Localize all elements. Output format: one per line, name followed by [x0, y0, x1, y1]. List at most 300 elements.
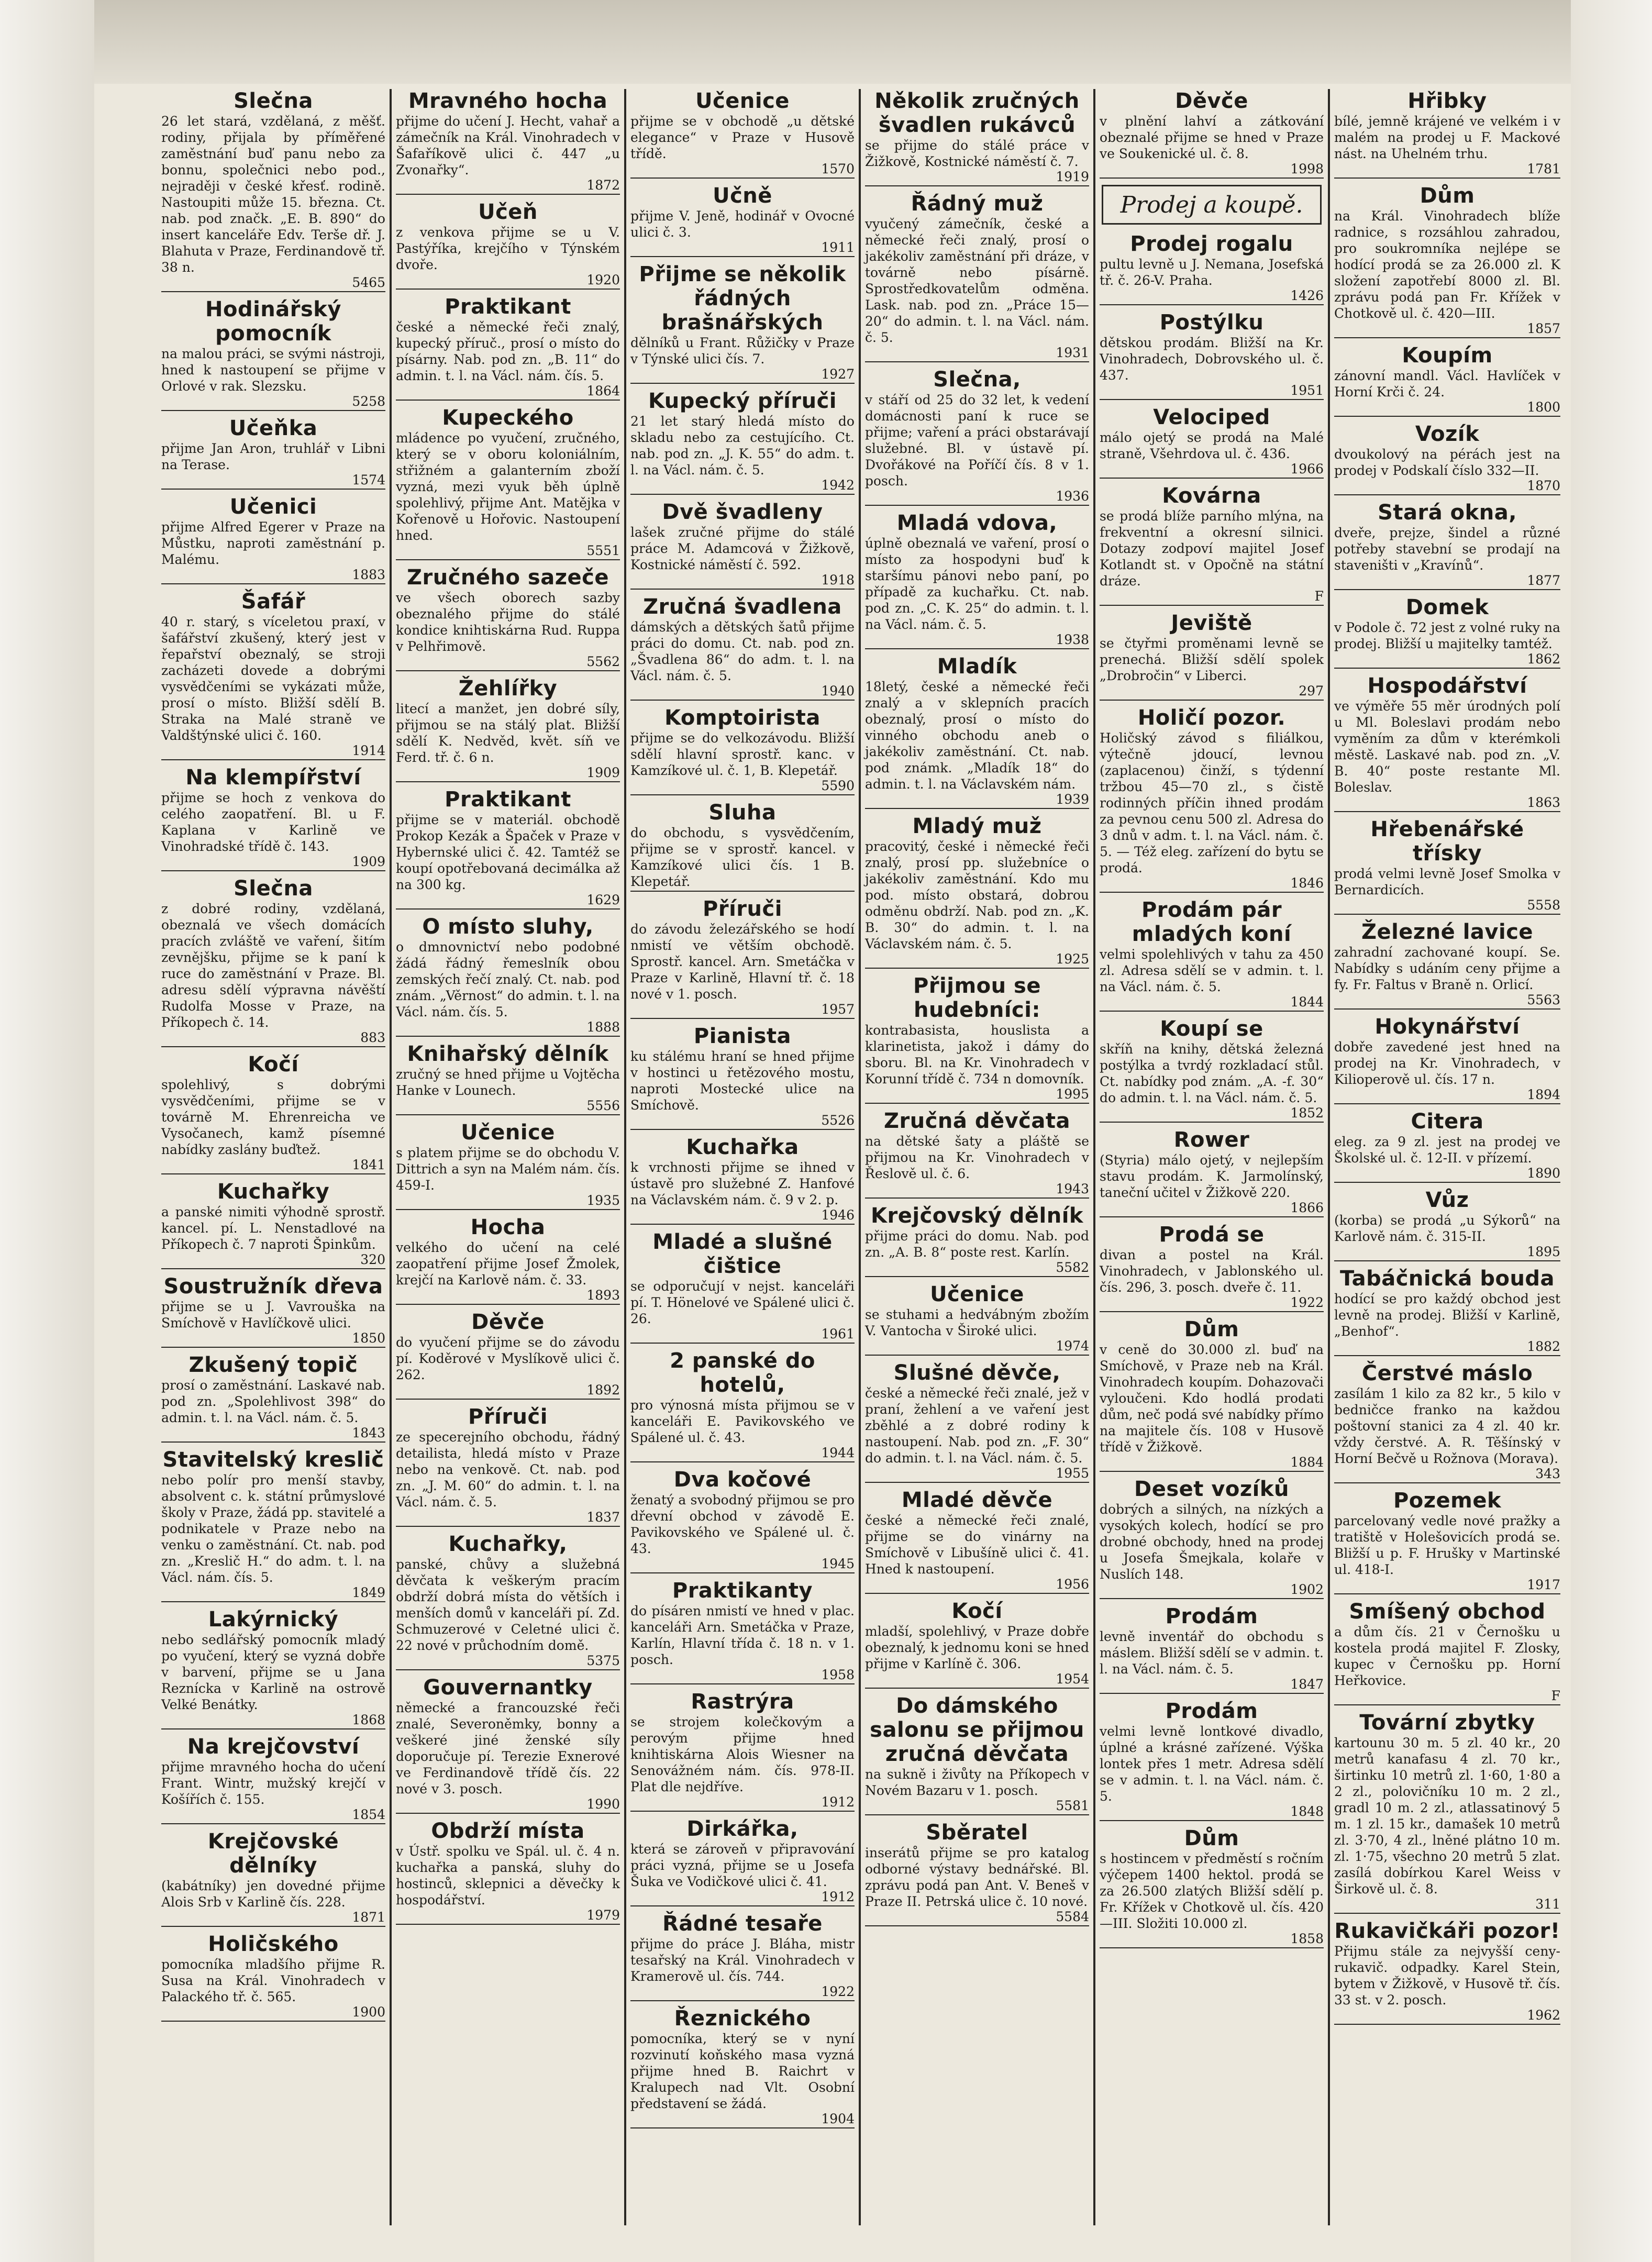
ad-text: lašek zručné přijme do stálé práce M. Adamcová v Žižkově, Kostnické náměstí č. 592. — [630, 525, 855, 572]
ad-text: prosí o zaměstnání. Laskavé nab. pod zn. „Spolehlivost 398“ do admin. t. l. na Václ. nám. č. 5. — [161, 1378, 385, 1425]
classified-ad — [630, 2006, 855, 2128]
ad-title: Obdrží místa — [431, 1819, 585, 1843]
ad-text: z dobré rodiny, vzdělaná, obeznalá ve všech domácích pracích zvláště ve vaření, šitím zevnějšku, přijme se k paní k ruce do zaměstnání v Praze. Bl. adresu sdělí výpravna návěští Rudolfa Mosse v Praze, na Příkopech č. 14. — [161, 901, 385, 1030]
ad-text: Přijmu stále za nejvyšší ceny-rukavič. odpadky. Karel Stein, bytem v Žižkově, v Husově tř. čís. 33 st. v 2. posch. — [1334, 1944, 1560, 2008]
ad-title: Mladé a slušné čištice — [652, 1230, 833, 1278]
ad-title: Zručná švadlena — [643, 595, 842, 619]
ad-title: Na klempířství — [185, 766, 361, 790]
ad-number: 1938 — [865, 633, 1089, 649]
ad-text: prodá velmi levně Josef Smolka v Bernardicích. — [1334, 866, 1560, 897]
ad-number: 1892 — [396, 1383, 620, 1400]
ad-text: inserátů přijme se pro katalog odborné výstavy bednářské. Bl. zprávu podá pan Ant. V. Beneš v Praze II. Petrská ulice č. 10 nové. — [865, 1845, 1089, 1909]
ad-text: ze specerejního obchodu, řádný detailista, hledá místo v Praze nebo na venkově. Ct. nab. pod zn. „J. M. 60“ do admin. t. l. na Václ. nám. č. 5. — [396, 1429, 620, 1510]
ad-number: 1864 — [396, 384, 620, 401]
ad-text: české a německé řeči znalé, přijme se do vinárny na Smíchově v Libušíně ulici č. 41. Hned k nastoupení. — [865, 1513, 1089, 1577]
ad-number: 1912 — [630, 1890, 855, 1906]
classified-ad — [630, 500, 855, 590]
ad-text: (kabátníky) jen dovedné přijme Alois Srb v Karlině čís. 228. — [161, 1878, 385, 1910]
ad-text: v ceně do 30.000 zl. buď na Smíchově, v Praze neb na Král. Vinohradech koupím. Dohazovači vyloučeni. Kdo hodlá prodati dům, neč podá své nabídky přímo na majitele čís. 108 v Husově třídě v Žižkově. — [1100, 1342, 1324, 1455]
ad-title: Dům — [1184, 1317, 1239, 1341]
ad-number: 1957 — [630, 1002, 855, 1019]
ad-text: nebo polír pro menší stavby, absolvent c. k. státní průmyslové školy v Praze, žádá pp. stavitelé a podnikatele v Praze nebo na venku o zaměstnání. Ct. nab. pod zn. „Kreslič H.“ do adm. t. l. na Václ. nám. čís. 5. — [161, 1472, 385, 1585]
classified-ad — [396, 1121, 620, 1210]
ad-number: 5584 — [865, 1910, 1089, 1926]
ad-text: zručný se hned přijme u Vojtěcha Hanke v Lounech. — [396, 1067, 620, 1098]
classified-ad — [396, 1310, 620, 1400]
classified-ad — [1100, 484, 1324, 606]
classified-ad — [630, 1230, 855, 1344]
ad-number: 1962 — [1334, 2008, 1560, 2025]
classified-ad — [630, 706, 855, 795]
ad-title: Vůz — [1425, 1188, 1469, 1212]
ad-number: 1863 — [1334, 795, 1560, 812]
ad-text: přijme Alfred Egerer v Praze na Můstku, naproti zaměstnání p. Malému. — [161, 519, 385, 567]
classified-ad — [865, 1599, 1089, 1689]
classified-ad — [1334, 1711, 1560, 1914]
ad-title: Smíšený obchod — [1349, 1600, 1546, 1624]
ad-number: 1945 — [630, 1557, 855, 1573]
ad-title: Zručného sazeče — [407, 566, 609, 590]
ad-number: 1902 — [1100, 1582, 1324, 1599]
column-4 — [861, 89, 1095, 2225]
column-1 — [157, 89, 392, 2225]
ad-text: dětskou prodám. Bližší na Kr. Vinohradech, Dobrovského ul. č. 437. — [1100, 335, 1324, 383]
ad-title: Stará okna, — [1378, 501, 1517, 525]
ad-title: Prodám pár mladých koní — [1132, 898, 1292, 946]
ad-text: přijme se v obchodě „u dětské elegance“ v Praze v Husově třídě. — [630, 114, 855, 161]
ad-number: 1841 — [161, 1158, 385, 1174]
classified-ad — [1334, 1489, 1560, 1594]
ad-text: dělníků u Frant. Růžičky v Praze v Týnské ulici čís. 7. — [630, 335, 855, 367]
classified-ad — [1334, 343, 1560, 417]
classified-ad — [1334, 817, 1560, 915]
classified-ad — [1100, 706, 1324, 893]
ad-title: Kupeckého — [442, 406, 574, 430]
ad-title: Šafář — [241, 590, 306, 614]
ad-title: Dirkářka, — [686, 1817, 799, 1841]
classified-ad — [396, 677, 620, 782]
ad-number: 1846 — [1100, 876, 1324, 893]
ad-text: přijme se u J. Vavrouška na Smíchově v Havlíčkově ulici. — [161, 1299, 385, 1330]
ad-text: kartounu 30 m. 5 zl. 40 kr., 20 metrů kanafasu 4 zl. 70 kr., širtinku 10 metrů zl. 1·60, 1·80 a 2 zl., polovičníku 10 m. 2 zl., gradl 10 m. 2 zl., atlassatinový 5 m. 1 zl. 15 kr., damašek 10 metrů zl. 3·70, 4 zl., lněné plátno 10 m. zl. 1·75, všechno 20 metrů 5 zlat. zasílá dobírkou Karel Weiss v Širkově ul. č. 8. — [1334, 1735, 1560, 1897]
ad-number: 1862 — [1334, 652, 1560, 669]
ad-number: 1570 — [630, 162, 855, 179]
ad-text: Holičský závod s filiálkou, výtečně jdoucí, levnou (zaplacenou) činží, s týdenní tržbou 45—70 zl., s čistě rodinných příčin ihned prodám za pevnou cenu 500 zl. Adresa do 3 dnů v adm. t. l. na Václ. nám. č. 5. — Též eleg. zařízení do bytu se prodá. — [1100, 730, 1324, 875]
ad-text: se prodá blíže parního mlýna, na frekventní a okresní silnici. Dotazy zodpoví majitel Josef Kotlandt st. v Opočně na státní dráze. — [1100, 508, 1324, 589]
classified-ad — [865, 1282, 1089, 1356]
ad-text: do obchodu, s vysvědčením, přijme se v sprostř. kancel. v Kamzíkové ulici čís. 1 B. Klepetář. — [630, 825, 855, 889]
classified-ad — [630, 1468, 855, 1573]
ad-number: 1837 — [396, 1510, 620, 1527]
ad-text: do vyučení přijme se do závodu pí. Koděrové v Myslíkově ulici č. 262. — [396, 1335, 620, 1382]
ad-text: pro výnosná místa přijmou se v kanceláři E. Pavikovského ve Spálené ul. č. 43. — [630, 1398, 855, 1445]
ad-text: české a německé řeči znalé, jež v praní, žehlení a ve vaření jest zběhlé a z dobré rodiny k nastoupení. Nab. pod zn. „F. 30“ do admin. t. l. na Václ. nám. č. 5. — [865, 1385, 1089, 1466]
ad-text: s platem přijme se do obchodu V. Dittrich a syn na Malém nám. čís. 459-I. — [396, 1145, 620, 1193]
ad-text: české a německé řeči znalý, kupecký příruč., prosí o místo do písárny. Nab. pod zn. „B. 11“ do admin. t. l. na Václ. nám. čís. 5. — [396, 319, 620, 383]
classified-columns — [157, 89, 1566, 2225]
ad-number: 5526 — [630, 1113, 855, 1130]
ad-text: divan a postel na Král. Vinohradech, v Jablonského ul. čís. 296, 3. posch. dveře č. 11. — [1100, 1247, 1324, 1295]
classified-ad — [1334, 1110, 1560, 1183]
classified-ad — [1100, 1128, 1324, 1217]
ad-number: 1893 — [396, 1288, 620, 1305]
classified-ad — [865, 1109, 1089, 1199]
classified-ad — [161, 1607, 385, 1729]
ad-title: Několik zručných švadlen rukávců — [874, 89, 1080, 137]
ad-title: Hřibky — [1407, 89, 1487, 113]
ad-text: která se zároveň v připravování práci vyzná, přijme se u Josefa Šuka ve Vodičkové ulici č. 41. — [630, 1842, 855, 1889]
ad-number: 1800 — [1334, 400, 1560, 417]
ad-number: 1870 — [1334, 479, 1560, 495]
ad-title: Gouvernantky — [423, 1676, 593, 1700]
ad-title: Prodám — [1165, 1699, 1258, 1723]
ad-number: 1844 — [1100, 995, 1324, 1012]
ad-title: Učenice — [930, 1282, 1024, 1306]
ad-title: Kuchařka — [686, 1135, 799, 1159]
ad-number: 1426 — [1100, 289, 1324, 305]
ad-number: 1931 — [865, 346, 1089, 362]
ad-text: pracovitý, české i německé řeči znalý, prosí pp. služebníce o jakékoliv zaměstnání. Kdo mu pod. místo obstará, dobrou odměnu obdrží. Nab. pod zn. „K. B. 30“ do admin. t. l. na Václavském nám. č. 5. — [865, 839, 1089, 951]
ad-text: na dětské šaty a pláště se přijmou na Kr. Vinohradech v Řeslově ul. č. 6. — [865, 1134, 1089, 1181]
ad-number: 320 — [161, 1252, 385, 1269]
ad-number: 1882 — [1334, 1339, 1560, 1356]
classified-ad — [865, 368, 1089, 506]
classified-ad — [161, 89, 385, 292]
ad-title: Soustružník dřeva — [163, 1274, 383, 1299]
ad-number: 1857 — [1334, 321, 1560, 338]
ad-number: 1940 — [630, 684, 855, 701]
classified-ad — [1100, 1826, 1324, 1948]
ad-title: Učenici — [229, 495, 317, 519]
classified-ad — [630, 389, 855, 495]
ad-number: 1843 — [161, 1426, 385, 1443]
ad-text: v plnění lahví a zátkování obeznalé přijme se hned v Praze ve Soukenické ul. č. 8. — [1100, 114, 1324, 161]
ad-text: vyučený zámečník, české a německé řeči znalý, prosí o jakékoliv zaměstnání při dráze, v továrně nebo písárně. Sprostředkovatelům odměna. Lask. nab. pod zn. „Práce 15—20“ do admin. t. l. na Václ. nám. č. 5. — [865, 216, 1089, 345]
ad-text: nebo sedlářský pomocník mladý po vyučení, který se vyzná dobře v barvení, přijme se u Jana Reznícka v Karlině na ostrově Velké Benátky. — [161, 1632, 385, 1712]
ad-text: velmi spolehlivých v tahu za 450 zl. Adresa sdělí se v admin. t. l. na Václ. nám. č. 5. — [1100, 947, 1324, 994]
classified-ad — [865, 814, 1089, 969]
ad-title: Učenice — [695, 89, 790, 113]
ad-number: 1927 — [630, 367, 855, 384]
ad-text: (korba) se prodá „u Sýkorů“ na Karlově nám. č. 315-II. — [1334, 1213, 1560, 1244]
ad-number: 1877 — [1334, 573, 1560, 590]
classified-ad — [396, 1676, 620, 1814]
classified-ad — [865, 1361, 1089, 1483]
ad-text: s hostincem v předměstí s ročním výčepem 1400 hektol. prodá se za 26.500 zlatých Bližší sdělí p. Fr. Křížek v Chotkově ul. čís. 420—III. Složiti 10.000 zl. — [1100, 1851, 1324, 1931]
ad-title: Zkušený topič — [189, 1353, 358, 1377]
ad-title: Kupecký příruči — [648, 389, 837, 413]
ad-text: pomocníka mladšího přijme R. Susa na Král. Vinohradech v Palackého tř. č. 565. — [161, 1957, 385, 2004]
classified-ad — [630, 1135, 855, 1225]
ad-title: Tovární zbytky — [1359, 1711, 1535, 1735]
ad-text: na sukně i živůty na Příkopech v Novém Bazaru v 1. posch. — [865, 1767, 1089, 1798]
classified-ad — [396, 89, 620, 195]
ad-title: Praktikant — [445, 295, 571, 319]
classified-ad — [865, 1694, 1089, 1815]
ad-title: Pozemek — [1393, 1489, 1502, 1513]
ad-text: do závodu železářského se hodí nmistí ve větším obchodě. Sprostř. kancel. Arn. Smetáčka v Praze v Karlině, Hlavní tř. č. 18 nové v 1. posch. — [630, 922, 855, 1002]
ad-text: málo ojetý se prodá na Malé straně, Všehrdova ul. č. 436. — [1100, 430, 1324, 461]
classified-ad — [630, 1349, 855, 1462]
ad-title: Holičského — [208, 1932, 339, 1956]
ad-number: 1912 — [630, 1795, 855, 1812]
classified-ad — [396, 1532, 620, 1670]
ad-number: 1848 — [1100, 1804, 1324, 1821]
ad-title: Řádné tesaře — [662, 1912, 823, 1936]
column-2 — [392, 89, 626, 2225]
ad-number: 1956 — [865, 1577, 1089, 1594]
ad-number: 1868 — [161, 1713, 385, 1729]
ad-text: se strojem kolečkovým a perovým přijme hned knihtiskárna Alois Wiesner na Senovážném nám. čís. 978-II. Plat dle nejdříve. — [630, 1714, 855, 1794]
ad-title: Mladá vdova, — [896, 511, 1058, 535]
classified-ad — [161, 1932, 385, 2022]
ad-number: 343 — [1334, 1467, 1560, 1483]
ad-number: 5551 — [396, 544, 620, 560]
ad-title: Sluha — [708, 801, 777, 825]
ad-number: 1946 — [630, 1208, 855, 1225]
ad-number: 1847 — [1100, 1677, 1324, 1694]
ad-title: Sběratel — [926, 1821, 1028, 1845]
classified-ad — [161, 416, 385, 490]
ad-title: Deset vozíků — [1134, 1477, 1289, 1501]
ad-number: 5590 — [630, 779, 855, 795]
classified-ad — [1334, 184, 1560, 338]
classified-ad — [1100, 898, 1324, 1012]
ad-text: přijme do práce J. Bláha, mistr tesařský na Král. Vinohradech v Kramerově ul. čís. 744. — [630, 1936, 855, 1984]
ad-title: Koupím — [1402, 343, 1493, 368]
ad-number: 1574 — [161, 473, 385, 490]
ad-title: Lakýrnický — [208, 1607, 339, 1632]
ad-title: Slečna — [234, 877, 313, 901]
classified-ad — [1334, 501, 1560, 590]
classified-ad — [396, 1819, 620, 1925]
classified-ad — [1100, 1223, 1324, 1312]
ad-title: Tabáčnická bouda — [1339, 1267, 1555, 1291]
classified-ad — [396, 295, 620, 401]
classified-ad — [161, 297, 385, 411]
ad-text: parcelovaný vedle nové pražky a tratiště v Holešovicích prodá se. Bližší u p. F. Hrušky v Martinské ul. 418-I. — [1334, 1513, 1560, 1577]
ad-text: 18letý, české a německé řeči znalý a v sklepních pracích obeznalý, prosí o místo do vinného obchodu aneb o jakékoliv zaměstnání. Ct. nab. pod známk. „Mladík 18“ do admin. t. l. na Václavském nám. — [865, 679, 1089, 792]
ad-number: 1942 — [630, 478, 855, 495]
classified-ad — [1100, 405, 1324, 479]
ad-number: 1911 — [630, 240, 855, 257]
ad-title: Dvě švadleny — [662, 500, 823, 524]
ad-text: přijme do učení J. Hecht, vahař a zámečník na Král. Vinohradech v Šafaříkově ulici č. 447 „u Zvonařky“. — [396, 114, 620, 178]
ad-number: 1904 — [630, 2112, 855, 2128]
ad-title: Postýlku — [1159, 311, 1264, 335]
classified-ad — [865, 974, 1089, 1104]
classified-ad — [161, 1353, 385, 1443]
classified-ad — [1334, 595, 1560, 669]
classified-ad — [396, 566, 620, 671]
ad-text: pomocníka, který se v nyní rozvinutí koňského masa vyzná přijme hned B. Raichrt v Kralupech nad Vlt. Osobní představení se žádá. — [630, 2031, 855, 2111]
classified-ad — [1100, 611, 1324, 701]
column-6 — [1330, 89, 1565, 2225]
ad-text: levně inventář do obchodu s máslem. Bližší sdělí se v admin. t. l. na Václ. nám. č. 5. — [1100, 1629, 1324, 1677]
ad-number: 1858 — [1100, 1932, 1324, 1948]
ad-number: 1920 — [396, 273, 620, 290]
classified-ad — [630, 1579, 855, 1684]
ad-number: 1849 — [161, 1585, 385, 1602]
ad-title: Příruči — [703, 897, 782, 921]
ad-text: v Podole č. 72 jest z volné ruky na prodej. Bližší u majitelky tamtéž. — [1334, 620, 1560, 651]
classified-ad — [161, 1052, 385, 1174]
classified-ad — [865, 1821, 1089, 1926]
classified-ad — [161, 1448, 385, 1602]
ad-title: Slečna, — [933, 368, 1021, 392]
ad-number: 1888 — [396, 1020, 620, 1037]
ad-number: 1884 — [1100, 1455, 1324, 1472]
classified-ad — [161, 1180, 385, 1269]
ad-title: Prodám — [1165, 1604, 1258, 1628]
classified-ad — [1100, 89, 1324, 179]
classified-ad — [1334, 89, 1560, 179]
ad-text: přijme Jan Aron, truhlář v Libni na Terase. — [161, 441, 385, 472]
classified-ad — [865, 655, 1089, 809]
classified-ad — [161, 590, 385, 760]
ad-title: Kuchařky, — [448, 1532, 568, 1556]
classified-ad — [1334, 920, 1560, 1010]
ad-title: Dům — [1184, 1826, 1239, 1850]
classified-ad — [1100, 1604, 1324, 1694]
ad-text: přijme práci do domu. Nab. pod zn. „A. B. 8“ poste rest. Karlín. — [865, 1228, 1089, 1260]
ad-text: se stuhami a hedvábným zbožím V. Vantocha v Široké ulici. — [865, 1307, 1089, 1338]
classified-ad — [1334, 1015, 1560, 1104]
ad-title: O místo sluhy, — [422, 915, 594, 939]
ad-title: Pianista — [693, 1024, 792, 1048]
ad-number: 1900 — [161, 2005, 385, 2022]
ad-title: Rukavičkáři pozor! — [1334, 1919, 1560, 1943]
newspaper-page — [94, 0, 1571, 2262]
classified-ad — [396, 1405, 620, 1527]
ad-text: panské, chůvy a služebná děvčata k veškerým pracím obdrží dobrá místa do větších i menších domů v kanceláři pí. Zd. Schmuzerové v Celetné ulici č. 22 nové v průchodním domě. — [396, 1557, 620, 1653]
ad-number: 5375 — [396, 1654, 620, 1670]
classified-ad — [396, 1215, 620, 1305]
ad-text: na malou práci, se svými nástroji, hned k nastoupení se přijme v Orlové v rak. Slezsku. — [161, 346, 385, 394]
ad-title: Stavitelský kreslič — [162, 1448, 384, 1472]
ad-number: 1925 — [865, 952, 1089, 969]
ad-number: 5465 — [161, 275, 385, 292]
classified-ad — [630, 897, 855, 1019]
ad-title: Mravného hocha — [408, 89, 608, 113]
classified-ad — [161, 766, 385, 871]
ad-title: Rastrýra — [691, 1690, 794, 1714]
ad-title: Kovárna — [1162, 484, 1261, 508]
column-3 — [626, 89, 861, 2225]
ad-title: Mladé děvče — [901, 1488, 1053, 1512]
classified-ad — [1100, 1017, 1324, 1123]
ad-text: zahradní zachované koupí. Se. Nabídky s udáním ceny přijme a fy. Fr. Faltus v Braně n. Orlicí. — [1334, 945, 1560, 992]
ad-number: F — [1100, 589, 1324, 606]
ad-title: Prodej rogalu — [1130, 232, 1293, 256]
ad-text: 26 let stará, vzdělaná, z měšť. rodiny, přijala by příměřené zaměstnání buď panu nebo za bonnu, společnici nebo pod., nejraději v české křesť. rodině. Nastoupiti může 15. března. Ct. nab. pod značk. „E. B. 890“ do insert kanceláře Edv. Terše dř. J. Blahuta v Praze, Ferdinandově tř. 38 n. — [161, 114, 385, 275]
classified-ad — [396, 788, 620, 910]
ad-text: zánovní mandl. Václ. Havlíček v Horní Krči č. 24. — [1334, 368, 1560, 400]
ad-text: skříň na knihy, dětská železná postýlka a tvrdý rozkladací stůl. Ct. nabídky pod znám. „A. -f. 30“ do admin. t. l. na Václ. nám. č. 5. — [1100, 1041, 1324, 1105]
ad-text: přijme se do velkozávodu. Bližší sdělí hlavní sprostř. kanc. v Kamzíkové ul. č. 1, B. Klepetář. — [630, 730, 855, 778]
ad-number: 1954 — [865, 1672, 1089, 1689]
ad-title: Učeňka — [229, 416, 318, 440]
classified-ad — [865, 89, 1089, 186]
ad-text: v Ústř. spolku ve Spál. ul. č. 4 n. kuchařka a panská, sluhy do hostinců, sklepnici a děvečky k hospodářství. — [396, 1844, 620, 1908]
ad-number: 1961 — [630, 1327, 855, 1344]
classified-ad — [1334, 674, 1560, 812]
ad-number: F — [1334, 1689, 1560, 1705]
classified-ad — [1100, 1317, 1324, 1472]
classified-ad — [630, 801, 855, 892]
ad-text: dámských a dětských šatů přijme práci do domu. Ct. nab. pod zn. „Švadlena 86“ do adm. t. l. na Václ. nám. č. 5. — [630, 619, 855, 683]
ad-number: 1917 — [1334, 1578, 1560, 1594]
ad-text: do písáren nmistí ve hned v plac. kanceláři Arn. Smetáčka v Praze, Karlín, Hlavní třída č. 18 n. v 1. posch. — [630, 1603, 855, 1667]
ad-title: Děvče — [471, 1310, 545, 1334]
ad-text: a dům čís. 21 v Černošku u kostela prodá majitel F. Zlosky, kupec v Černošku pp. Horní Heřkovice. — [1334, 1624, 1560, 1688]
ad-text: pultu levně u J. Nemana, Josefská tř. č. 26-V. Praha. — [1100, 257, 1324, 288]
classified-ad — [396, 406, 620, 560]
classified-ad — [1334, 1600, 1560, 1705]
ad-text: přijme se hoch z venkova do celého zaopatření. Bl. u F. Kaplana v Karlině ve Vinohradské třídě č. 143. — [161, 790, 385, 854]
ad-number: 1872 — [396, 178, 620, 195]
ad-number: 5556 — [396, 1099, 620, 1115]
ad-text: zasílám 1 kilo za 82 kr., 5 kilo v bedničce franko na každou poštovní stanici za 4 zl. 40 kr. vždy čerstvé. A. R. Těšínský v Horní Bečvě u Rožnova (Morava). — [1334, 1386, 1560, 1466]
ad-text: 40 r. starý, s víceletou praxí, v šafářství zkušený, který jest v řepařství obeznalý, se stroji zacházeti dovede a dobrými vysvědčeními se vykázati může, prosí o místo. Bližší sdělí B. Straka na Malé straně ve Valdštýnské ulici č. 160. — [161, 614, 385, 743]
ad-number: 1990 — [396, 1797, 620, 1814]
ad-text: bílé, jemně krájené ve velkém i v malém na prodej u F. Mackové nást. na Uhelném trhu. — [1334, 114, 1560, 161]
ad-number: 1958 — [630, 1668, 855, 1684]
ad-text: úplně obeznalá ve vaření, prosí o místo za hospodyni buď k staršímu pánovi nebo paní, po případě za kuchařku. Ct. nab. pod zn. „C. K. 25“ do admin. t. l. na Václ. nám. č. 5. — [865, 536, 1089, 632]
ad-number: 1866 — [1100, 1201, 1324, 1217]
ad-number: 1854 — [161, 1808, 385, 1824]
classified-ad — [396, 200, 620, 290]
ad-title: Žehlířky — [458, 677, 558, 701]
section-title: Prodej a koupě. — [1102, 185, 1322, 225]
ad-text: z venkova přijme se u V. Pastýříka, krejčího v Týnském dvoře. — [396, 225, 620, 272]
ad-text: velkého do učení na celé zaopatření přijme Josef Žmolek, krejčí na Karlově nám. č. 33. — [396, 1240, 620, 1288]
ad-text: a panské nimiti výhodně sprostř. kancel. pí. L. Nenstadlové na Příkopech č. 7 naproti Špinkům. — [161, 1204, 385, 1252]
ad-title: Na krejčovství — [187, 1735, 360, 1759]
classified-ad — [1100, 1477, 1324, 1599]
ad-number: 1951 — [1100, 383, 1324, 400]
ad-number: 1909 — [161, 855, 385, 871]
ad-number: 1943 — [865, 1182, 1089, 1199]
ad-title: Prodá se — [1159, 1223, 1265, 1247]
ad-title: Praktikanty — [672, 1579, 813, 1603]
ad-number: 1914 — [161, 744, 385, 760]
classified-ad — [1100, 232, 1324, 305]
ad-text: německé a francouzské řeči znalé, Severoněmky, bonny a veškeré jiné ženské síly doporučuje pí. Terezie Exnerové ve Ferdinandově třídě čís. 22 nové v 3. posch. — [396, 1700, 620, 1797]
ad-title: Zručná děvčata — [884, 1109, 1070, 1133]
ad-text: k vrchnosti přijme se ihned v ústavě pro služebné Z. Hanfové na Václavském nám. č. 9 v 2. p. — [630, 1160, 855, 1207]
classified-ad — [865, 1488, 1089, 1594]
ad-text: spolehlivý, s dobrými vysvědčeními, přijme se v továrně M. Ehrenreicha ve Vysočanech, kamž písemné nabídky zaslány buďtež. — [161, 1077, 385, 1157]
ad-text: 21 let starý hledá místo do skladu nebo za cestujícího. Ct. nab. pod zn. „J. K. 55“ do adm. t. l. na Václ. nám. č. 5. — [630, 414, 855, 478]
classified-ad — [630, 1024, 855, 1130]
classified-ad — [1334, 1919, 1560, 2025]
page-edge-right — [1571, 0, 1652, 2262]
ad-text: se čtyřmi proměnami levně se prenechá. Bližší sdělí spolek „Drobročin“ v Liberci. — [1100, 636, 1324, 683]
classified-ad — [161, 1274, 385, 1348]
ad-text: v stáří od 25 do 32 let, k vedení domácnosti paní k ruce se přijme; vaření a práci obstarávají služebné. Bl. v ústavě pí. Dvořákové na Poříčí čís. 8 v 1. posch. — [865, 392, 1089, 489]
ad-title: Velociped — [1153, 405, 1270, 429]
classified-ad — [1334, 422, 1560, 495]
ad-number: 1883 — [161, 568, 385, 584]
ad-title: Slečna — [234, 89, 313, 113]
ad-number: 297 — [1100, 684, 1324, 701]
classified-ad — [1334, 1267, 1560, 1356]
classified-ad — [396, 915, 620, 1037]
classified-ad — [1334, 1361, 1560, 1483]
ad-title: Řádný muž — [911, 192, 1044, 216]
ad-text: mladší, spolehlivý, v Praze dobře obeznalý, k jednomu koni se hned přijme v Karlíně č. 306. — [865, 1624, 1089, 1671]
